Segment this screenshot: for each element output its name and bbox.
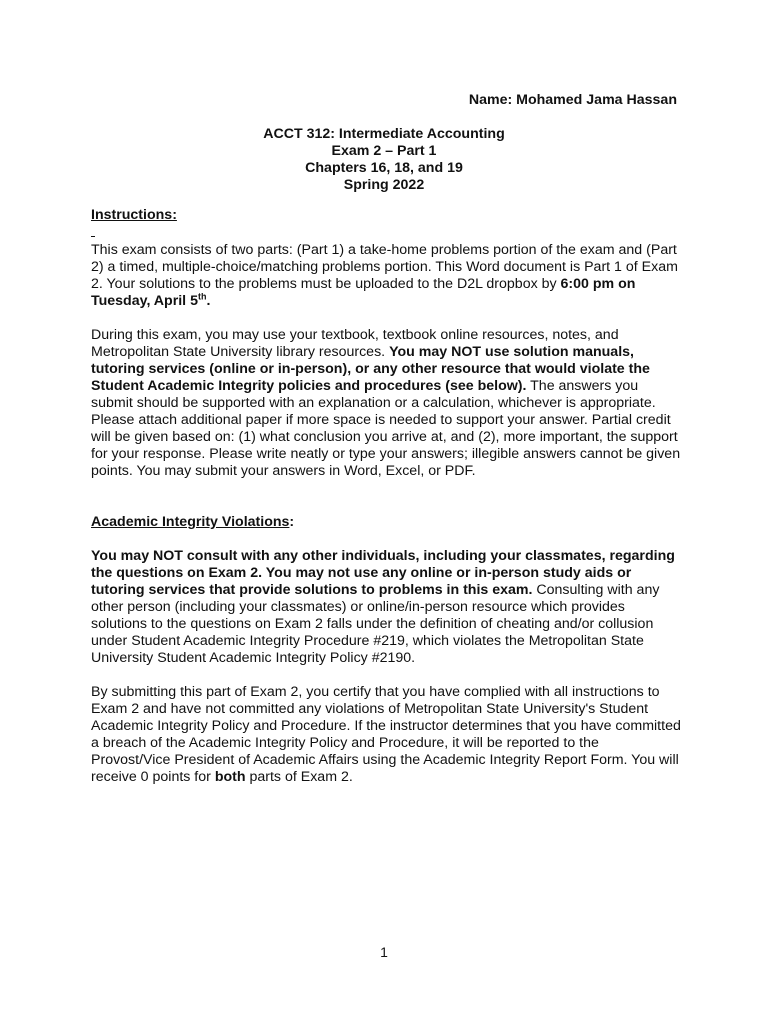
exam-title-block [0,126,768,194]
integrity-p2-bold: both [214,769,246,785]
document-body [91,207,681,786]
instructions-p2-text-b: The answers you submit should be supported with an explanation or a calculation, whichever is appropriate. Please attach additional paper if more space is needed to support your answer. Partial credit will be given based on: (1) what conclusion you arrive at, and (2), more important, the support for your response. Please write neatly or type your answers; illegible answers cannot be given points. You may submit your answers in Word, Excel, or PDF. [91,378,681,479]
student-name: Name: Mohamed Jama Hassan [468,92,677,108]
deadline-text: 6:00 pm on Tuesday, April 5th. [91,276,636,309]
instructions-heading: Instructions: [91,207,177,223]
instructions-p2-bold: You may NOT use solution manuals, tutoring services (online or in-person), or any other resource that would violate the Student Academic Integrity policies and procedures (see below). [91,344,650,394]
instructions-paragraph-1 [91,242,681,310]
instructions-p1-text: This exam consists of two parts: (Part 1) a take-home problems portion of the exam and (Part 2) a timed, multiple-choice/matching problems portion. This Word document is Part 1 of Exam 2. Your solutions to the problems must be uploaded to the D2L dropbox by [91,242,678,292]
deadline-superscript: th [197,291,207,302]
integrity-p2-text-b: parts of Exam 2. [245,769,353,785]
instructions-paragraph-2 [91,327,681,480]
term-line: Spring 2022 [343,177,425,193]
integrity-heading: Academic Integrity Violations [91,514,290,530]
integrity-heading-line: Academic Integrity Violations: [91,514,295,530]
stray-underline-mark [91,224,681,242]
integrity-p2-text-a: By submitting this part of Exam 2, you certify that you have complied with all instructions to Exam 2 and have not committed any violations of Metropolitan State University's Student Academic Integrity Policy and Procedure. If the instructor determines that you have committed a breach of the Academic Integrity Policy and Procedure, it will be reported to the Provost/Vice President of Academic Affairs using the Academic Integrity Report Form. You will receive 0 points for [91,684,681,785]
course-title: ACCT 312: Intermediate Accounting [263,126,505,142]
integrity-p1-text: Consulting with any other person (including your classmates) or online/in-person resource which provides solutions to the questions on Exam 2 falls under the definition of cheating and/or collusion under Student Academic Integrity Procedure #219, which violates the Metropolitan State University Student Academic Integrity Policy #2190. [91,582,660,666]
integrity-p1-bold: You may NOT consult with any other individuals, including your classmates, regarding the questions on Exam 2. You may not use any online or in-person study aids or tutoring services that provide solutions to problems in this exam. [91,548,675,598]
chapters-line: Chapters 16, 18, and 19 [305,160,463,176]
integrity-paragraph-2 [91,684,681,786]
instructions-p2-text-a: During this exam, you may use your textbook, textbook online resources, notes, and Metropolitan State University library resources. [91,327,619,360]
exam-title: Exam 2 – Part 1 [331,143,437,159]
page-number: 1 [380,944,388,960]
integrity-paragraph-1 [91,548,681,667]
